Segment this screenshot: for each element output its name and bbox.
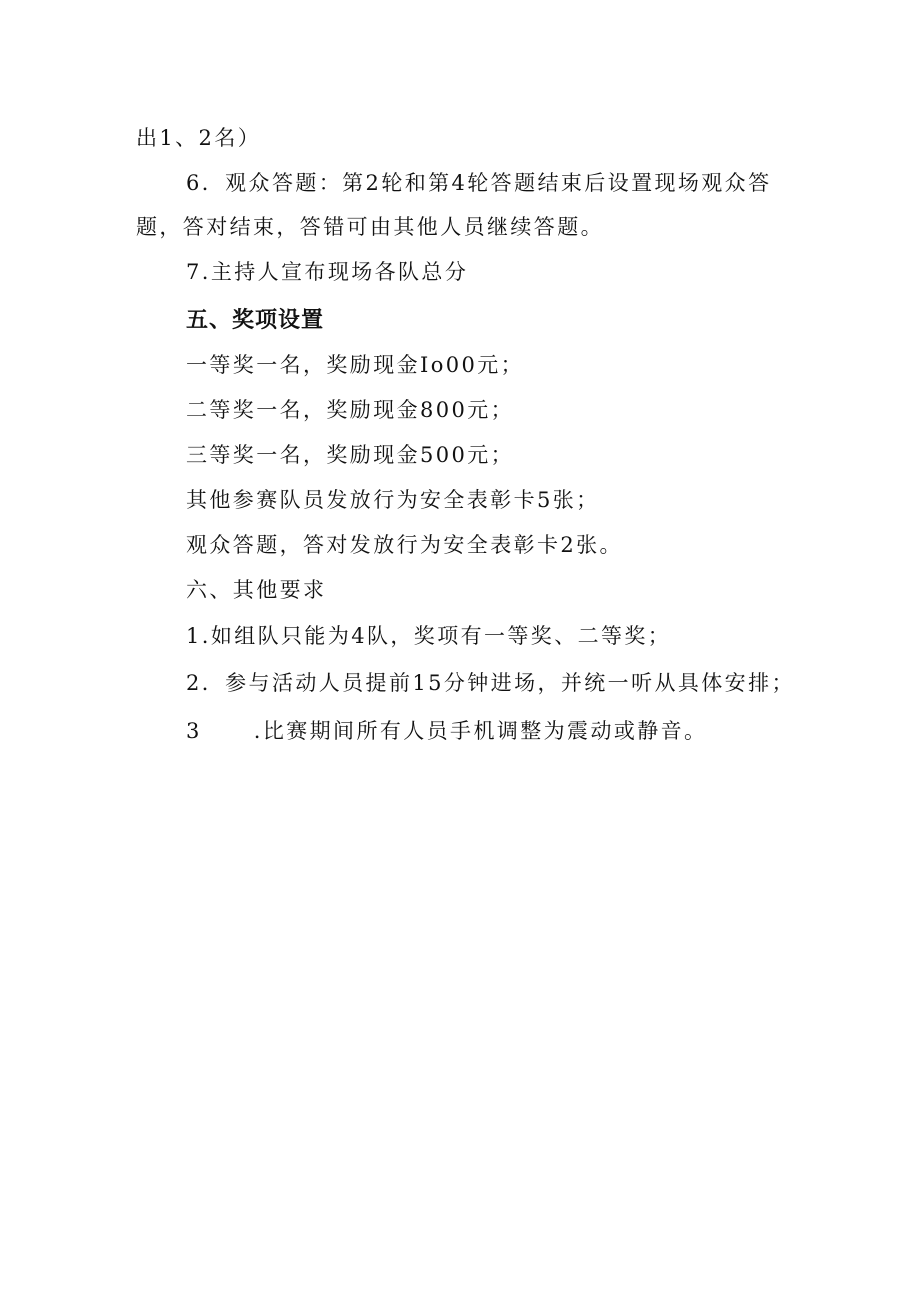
text-line-1: 出1、2名） [136, 126, 262, 150]
text-line-audience: 观众答题，答对发放行为安全表彰卡2张。 [186, 533, 623, 557]
text-line-req-2: 2．参与活动人员提前15分钟进场，并统一听从具体安排； [186, 671, 795, 695]
list-number: 3 [186, 719, 202, 743]
text-line-req-1: 1.如组队只能为4队，奖项有一等奖、二等奖； [186, 624, 672, 648]
text-line-third-prize: 三等奖一名，奖励现金500元； [186, 443, 515, 467]
text-line-other-members: 其他参赛队员发放行为安全表彰卡5张； [186, 488, 600, 512]
list-text: .比赛期间所有人员手机调整为震动或静音。 [253, 719, 708, 743]
text-line-second-prize: 二等奖一名，奖励现金800元； [186, 398, 515, 422]
text-line-2: 6．观众答题：第2轮和第4轮答题结束后设置现场观众答 [186, 171, 772, 195]
text-line-first-prize: 一等奖一名，奖励现金Io00元； [186, 353, 525, 377]
text-line-4: 7.主持人宣布现场各队总分 [186, 260, 469, 284]
section-heading-requirements: 六、其他要求 [186, 578, 327, 602]
text-line-req-3 [186, 716, 707, 746]
section-heading-awards: 五、奖项设置 [186, 308, 325, 333]
text-line-3: 题，答对结束，答错可由其他人员继续答题。 [136, 215, 604, 239]
